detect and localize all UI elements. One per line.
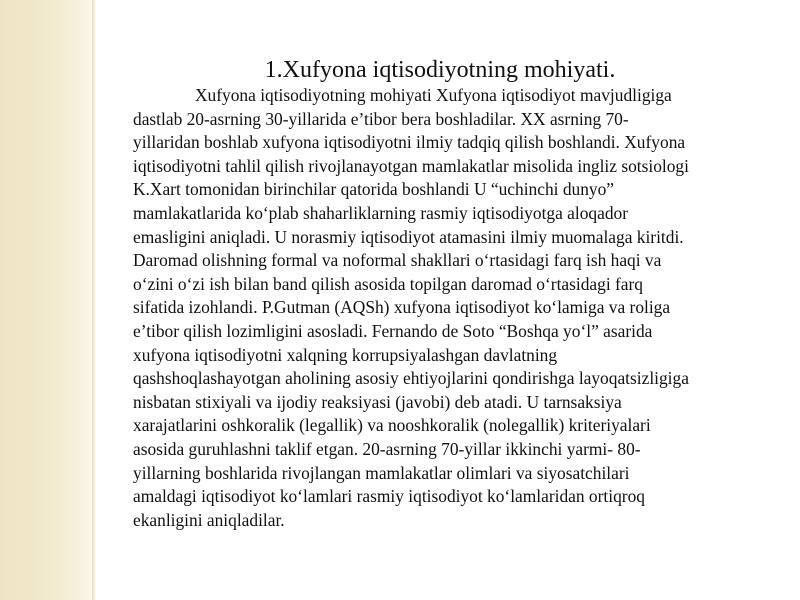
body-line: nisbatan stixiyali va ijodiy reaksiyasi (javobi) deb atadi. U tarnsaksiya [133, 391, 622, 412]
body-line: asosida guruhlashni taklif etgan. 20-asrning 70-yillar ikkinchi yarmi- 80- [133, 438, 641, 459]
body-line: amaldagi iqtisodiyot ko‘lamlari rasmiy iqtisodiyot ko‘lamlaridan ortiqroq [133, 486, 645, 507]
body-line: mamlakatlarida ko‘plab shaharliklarning rasmiy iqtisodiyotga aloqador [133, 202, 629, 223]
decorative-band-edge [92, 0, 96, 600]
body-line: xarajatlarini oshkoralik (legallik) va nooshkoralik (nolegallik) kriteriyalari [133, 415, 651, 436]
body-line: Daromad olishning formal va noformal shakllari o‘rtasidagi farq ish haqi va [133, 250, 662, 271]
body-line: o‘zini o‘zi ish bilan band qilish asosida topilgan daromad o‘rtasidagi farq [133, 273, 644, 294]
body-line: e’tibor qilish lozimligini asosladi. Fernando de Soto “Boshqa yo‘l” asarida [133, 320, 653, 341]
slide-title: 1.Xufyona iqtisodiyotning mohiyati. [264, 57, 616, 83]
body-line: yillarning boshlarida rivojlangan mamlakatlar olimlari va siyosatchilari [133, 462, 630, 483]
body-line: ekanligini aniqladilar. [133, 509, 285, 530]
body-text [133, 84, 780, 532]
body-line: dastlab 20-asrning 30-yillarida e’tibor bera boshladilar. XX asrning 70- [133, 108, 629, 129]
body-line: xufyona iqtisodiyotni xalqning korrupsiyalashgan davlatning [133, 344, 558, 365]
body-line: yillaridan boshlab xufyona iqtisodiyotni ilmiy tadqiq qilish boshlandi. Xufyona [133, 132, 686, 153]
body-line: sifatida izohlandi. P.Gutman (AQSh) xufyona iqtisodiyot ko‘lamiga va roliga [133, 297, 671, 318]
body-line: emasligini aniqladi. U norasmiy iqtisodiyot atamasini ilmiy muomalaga kiritdi. [133, 226, 684, 247]
body-line: Xufyona iqtisodiyotning mohiyati Xufyona iqtisodiyot mavjudligiga [195, 85, 672, 105]
body-line: K.Xart tomonidan birinchilar qatorida boshlandi U “uchinchi dunyo” [133, 179, 615, 200]
decorative-left-band [0, 0, 92, 600]
body-line: iqtisodiyotni tahlil qilish rivojlanayotgan mamlakatlar misolida ingliz sotsiologi [133, 155, 689, 176]
body-line: qashshoqlashayotgan aholining asosiy ehtiyojlarini qondirishga layoqatsizligiga [133, 368, 689, 389]
